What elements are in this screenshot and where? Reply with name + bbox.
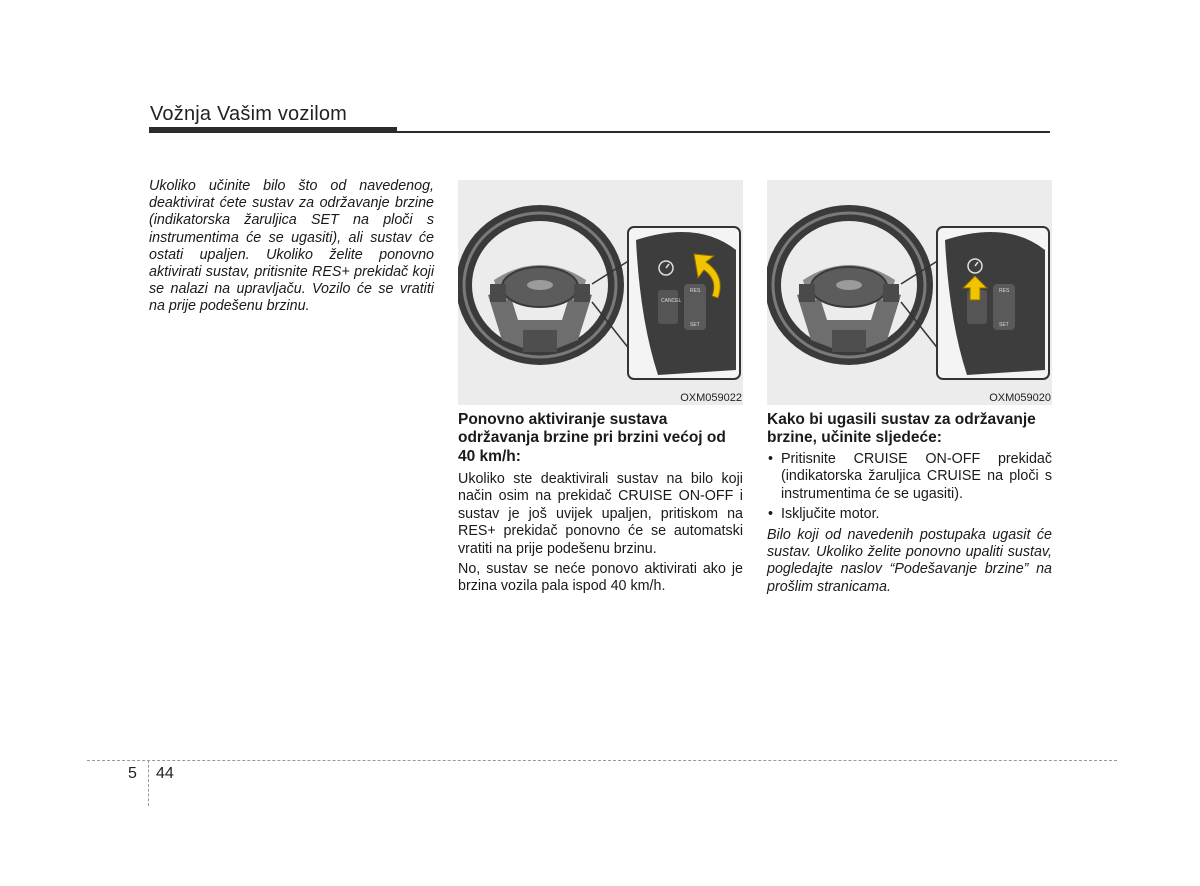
footer-dashed-rule bbox=[87, 760, 1117, 761]
shutdown-note: Bilo koji od navedenih postupaka ugasit će sustav. Ukoliko želite ponovno upaliti sustav, pogledajte naslov “Podešavanje brzine” na prošlim stranicama. bbox=[767, 526, 1052, 595]
reactivation-body bbox=[458, 471, 743, 599]
chapter-number: 5 bbox=[128, 765, 137, 782]
steering-wheel-illustration bbox=[458, 180, 743, 405]
reactivation-paragraph: Ukoliko ste deaktivirali sustav na bilo koji način osim na prekidač CRUISE ON-OFF i sustav je još uvijek upaljen, pritiskom na RES+ prekidač ponovno će se automatski vratiti na prije podešenu brzinu. bbox=[458, 471, 743, 557]
page-number: 44 bbox=[156, 765, 174, 782]
shutdown-body bbox=[767, 451, 1052, 599]
header-rule-thick bbox=[149, 127, 397, 133]
button-label-res: RES bbox=[690, 288, 701, 294]
header-rule-thin bbox=[397, 131, 1050, 133]
shutdown-heading: Kako bi ugasili sustav za održavanje brzine, učinite sljedeće: bbox=[767, 411, 1036, 447]
button-label-set: SET bbox=[690, 322, 700, 328]
steering-wheel-illustration bbox=[767, 180, 1052, 405]
reactivation-heading: Ponovno aktiviranje sustava održavanja brzine pri brzini većoj od 40 km/h: bbox=[458, 411, 726, 465]
figure-code: OXM059020 bbox=[989, 392, 1051, 404]
button-label-res: RES bbox=[999, 288, 1010, 294]
shutdown-steps-list bbox=[767, 451, 1052, 524]
list-item: • Pritisnite CRUISE ON-OFF prekidač (indikatorska žaruljica CRUISE na ploči s instrumentima će se ugasiti). bbox=[767, 451, 1052, 503]
footer-vertical-dashed-rule bbox=[148, 760, 149, 806]
page-header-title: Vožnja Vašim vozilom bbox=[150, 103, 348, 125]
reactivation-paragraph: No, sustav se neće ponovo aktivirati ako je brzina vozila pala ispod 40 km/h. bbox=[458, 561, 743, 595]
button-label-set: SET bbox=[999, 322, 1009, 328]
steering-wheel-figure-cancel bbox=[458, 180, 743, 405]
list-item: • Isključite motor. bbox=[767, 506, 1052, 523]
figure-code: OXM059022 bbox=[680, 392, 742, 404]
steering-wheel-figure-cruise bbox=[767, 180, 1052, 405]
button-label-cancel: CANCEL bbox=[661, 298, 682, 304]
left-column-paragraph: Ukoliko učinite bilo što od navedenog, deaktivirat ćete sustav za održavanje brzine (indikatorska žaruljica SET na ploči s instrumentima će se ugasiti), ali sustav će ostati upaljen. Ukoliko želite ponovno aktivirati sustav, pritisnite RES+ prekidač koji se nalazi na upravljaču. Vozilo će se vratiti na prije podešenu brzinu. bbox=[149, 178, 434, 315]
